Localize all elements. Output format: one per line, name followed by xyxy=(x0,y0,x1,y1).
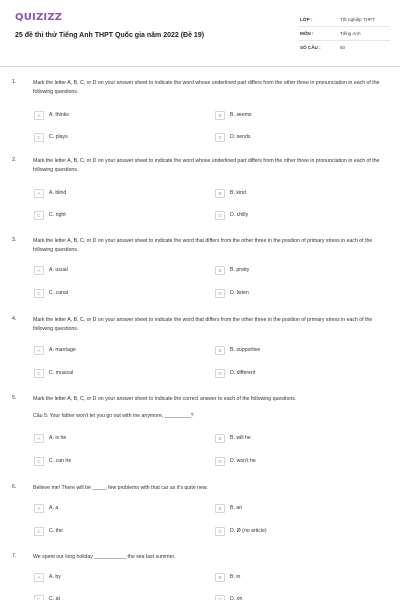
option-c[interactable] xyxy=(34,132,68,142)
option-b[interactable] xyxy=(215,265,249,275)
meta-value: 50 xyxy=(340,45,346,50)
option-text: D. won't he xyxy=(230,458,256,464)
option-c[interactable] xyxy=(34,288,68,298)
meta-row-subject xyxy=(298,27,390,41)
option-text: A. blind xyxy=(49,190,67,196)
option-letter-box: A xyxy=(34,434,44,443)
option-letter-box: D xyxy=(215,369,225,378)
question-sub-text: Câu 5: Your father won't let you go out with me anymore, _________? xyxy=(33,413,194,419)
option-letter-box: B xyxy=(215,573,225,582)
option-b[interactable] xyxy=(215,503,242,513)
option-text: C. at xyxy=(49,596,60,600)
option-text: C. plays xyxy=(49,134,68,140)
meta-row-count xyxy=(298,41,390,55)
option-d[interactable] xyxy=(215,594,242,600)
option-b[interactable] xyxy=(215,188,246,198)
option-letter-box: C xyxy=(34,595,44,600)
option-d[interactable] xyxy=(215,210,248,220)
option-text: D. Ø (no article) xyxy=(230,528,267,534)
question-number: 3. xyxy=(12,237,17,243)
option-letter-box: D xyxy=(215,289,225,298)
option-letter-box: B xyxy=(215,346,225,355)
question-text: Mark the letter A, B, C, or D on your answer sheet to indicate the word whose underlined part differs from the other three in pronunciation in each of the following questions. xyxy=(33,158,380,173)
option-c[interactable] xyxy=(34,594,60,600)
option-text: A. is he xyxy=(49,435,67,441)
option-text: C. the xyxy=(49,528,63,534)
option-letter-box: C xyxy=(34,457,44,466)
option-c[interactable] xyxy=(34,368,73,378)
quizizz-logo: QUIZIZZ xyxy=(15,12,63,23)
option-a[interactable] xyxy=(34,433,66,443)
option-text: D. on xyxy=(230,596,243,600)
option-text: B. will he xyxy=(230,435,251,441)
option-text: B. an xyxy=(230,505,243,511)
question-number: 1. xyxy=(12,79,17,85)
option-text: D. listen xyxy=(230,290,249,296)
option-text: A. usual xyxy=(49,267,68,273)
option-letter-box: D xyxy=(215,457,225,466)
option-text: C. canal xyxy=(49,290,69,296)
option-d[interactable] xyxy=(215,132,250,142)
option-text: D. sends xyxy=(230,134,251,140)
option-letter-box: D xyxy=(215,527,225,536)
meta-value: Tốt nghiệp THPT xyxy=(340,17,375,22)
option-b[interactable] xyxy=(215,345,260,355)
option-text: C. can he xyxy=(49,458,72,464)
question-number: 6. xyxy=(12,484,17,490)
option-a[interactable] xyxy=(34,572,61,582)
option-text: B. supportive xyxy=(230,347,261,353)
option-text: B. in xyxy=(230,574,241,580)
question-number: 4. xyxy=(12,316,17,322)
question-text: Mark the letter A, B, C, or D on your answer sheet to indicate the word that differs from the other three in the position of primary stress in each of the following questions. xyxy=(33,317,373,332)
option-text: D. chilly xyxy=(230,212,249,218)
option-a[interactable] xyxy=(34,265,68,275)
option-text: B. kind xyxy=(230,190,246,196)
worksheet-meta xyxy=(298,13,390,55)
option-letter-box: A xyxy=(34,266,44,275)
meta-key: MÔN : xyxy=(300,31,314,36)
option-text: A. thinks xyxy=(49,112,69,118)
worksheet-title: 25 đề thi thử Tiếng Anh THPT Quốc gia năm 2022 (Đề 19) xyxy=(15,32,205,39)
question-text: Mark the letter A, B, C, or D on your answer sheet to indicate the word that differs from the other three in the position of primary stress in each of the following questions. xyxy=(33,238,373,253)
question-text: Believe me! There will be _____ few problems with that car as it's quite new. xyxy=(33,485,208,491)
option-letter-box: A xyxy=(34,504,44,513)
option-d[interactable] xyxy=(215,526,267,536)
option-c[interactable] xyxy=(34,526,63,536)
option-text: C. right xyxy=(49,212,66,218)
option-letter-box: D xyxy=(215,595,225,600)
option-text: B. pretty xyxy=(230,267,250,273)
option-letter-box: B xyxy=(215,266,225,275)
option-letter-box: B xyxy=(215,189,225,198)
question-text: Mark the letter A, B, C, or D on your answer sheet to indicate the word whose underlined part differs from the other three in pronunciation in each of the following questions. xyxy=(33,80,380,95)
option-d[interactable] xyxy=(215,288,249,298)
option-text: C. musical xyxy=(49,370,74,376)
option-letter-box: D xyxy=(215,211,225,220)
option-text: A. marriage xyxy=(49,347,76,353)
option-letter-box: C xyxy=(34,527,44,536)
option-text: B. seems xyxy=(230,112,252,118)
option-d[interactable] xyxy=(215,368,255,378)
option-a[interactable] xyxy=(34,188,66,198)
option-letter-box: B xyxy=(215,504,225,513)
option-letter-box: A xyxy=(34,189,44,198)
option-text: A. a xyxy=(49,505,59,511)
option-text: D. different xyxy=(230,370,256,376)
option-letter-box: A xyxy=(34,111,44,120)
question-number: 2. xyxy=(12,157,17,163)
option-b[interactable] xyxy=(215,433,251,443)
option-letter-box: B xyxy=(215,111,225,120)
option-a[interactable] xyxy=(34,110,69,120)
meta-value: Tiếng Anh xyxy=(340,31,361,36)
option-d[interactable] xyxy=(215,456,256,466)
option-letter-box: D xyxy=(215,133,225,142)
question-text: We spent our long holiday ___________ the sea last summer. xyxy=(33,554,176,560)
option-letter-box: B xyxy=(215,434,225,443)
option-c[interactable] xyxy=(34,210,66,220)
option-text: A. by xyxy=(49,574,61,580)
option-b[interactable] xyxy=(215,572,240,582)
header-divider xyxy=(0,66,400,67)
question-number: 5. xyxy=(12,395,17,401)
option-letter-box: A xyxy=(34,346,44,355)
option-c[interactable] xyxy=(34,456,71,466)
option-letter-box: C xyxy=(34,289,44,298)
meta-key: SỐ CÂU : xyxy=(300,45,321,50)
worksheet-header xyxy=(0,0,400,64)
option-a[interactable] xyxy=(34,503,58,513)
option-letter-box: A xyxy=(34,573,44,582)
option-letter-box: C xyxy=(34,133,44,142)
option-letter-box: C xyxy=(34,369,44,378)
meta-row-class xyxy=(298,13,390,27)
option-b[interactable] xyxy=(215,110,252,120)
question-number: 7. xyxy=(12,553,17,559)
option-a[interactable] xyxy=(34,345,76,355)
meta-key: LỚP : xyxy=(300,17,313,22)
question-text: Mark the letter A, B, C, or D on your answer sheet to indicate the correct answer to each of the following questions. xyxy=(33,396,297,402)
option-letter-box: C xyxy=(34,211,44,220)
